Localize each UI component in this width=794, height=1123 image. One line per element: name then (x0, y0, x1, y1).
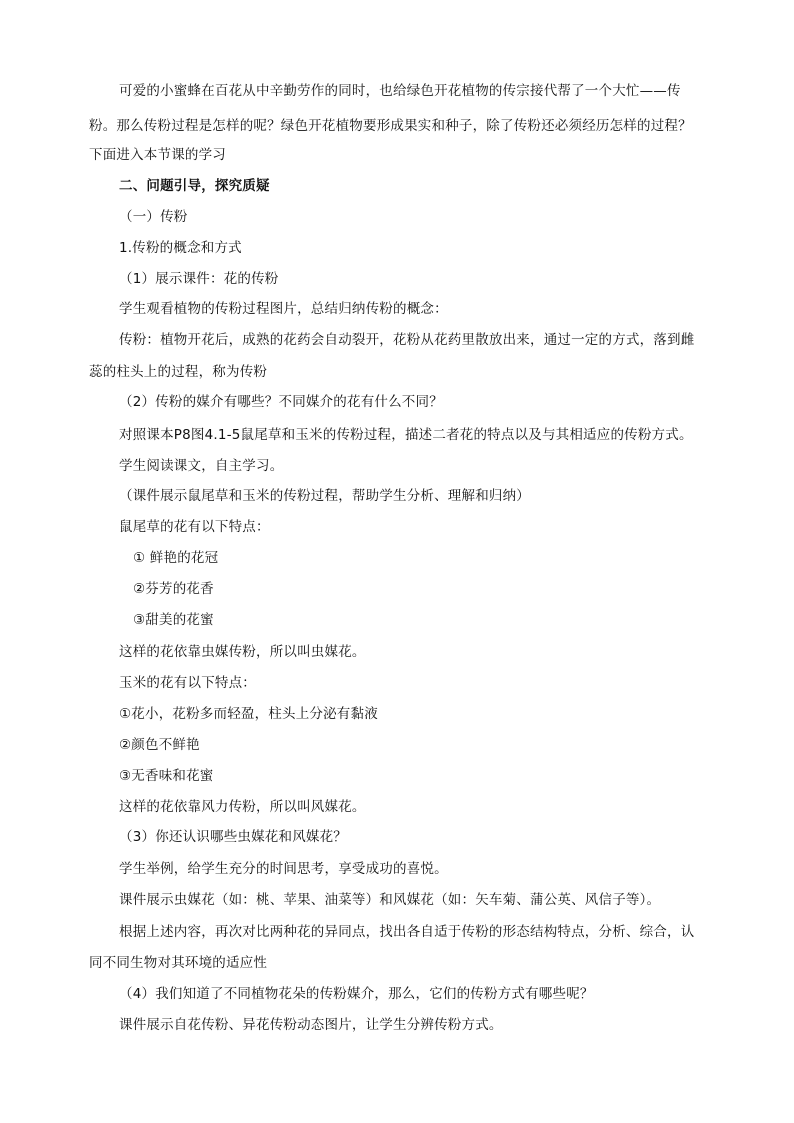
paragraph-line: 鼠尾草的花有以下特点： (119, 519, 270, 535)
definition-line-2: 蕊的柱头上的过程，称为传粉 (89, 364, 268, 380)
paragraph-line: 学生观看植物的传粉过程图片，总结归纳传粉的概念： (119, 301, 448, 317)
step-heading-2: （2）传粉的媒介有哪些？不同媒介的花有什么不同？ (119, 394, 443, 410)
paragraph-line: 课件展示自花传粉、异花传粉动态图片，让学生分辨传粉方式。 (119, 1017, 503, 1033)
definition-line-1: 传粉：植物开花后，成熟的花药会自动裂开，花粉从花药里散放出来，通过一定的方式，落到雌 (119, 332, 695, 348)
paragraph-line: 这样的花依靠风力传粉，所以叫风媒花。 (119, 799, 366, 815)
subsection-heading: （一）传粉 (119, 209, 188, 225)
list-item: ① 鲜艳的花冠 (133, 550, 219, 566)
paragraph-intro-line-1: 可爱的小蜜蜂在百花从中辛勤劳作的同时，也给绿色开花植物的传宗接代帮了一个大忙——传 (119, 83, 681, 99)
paragraph-line: 课件展示虫媒花（如：桃、苹果、油菜等）和风媒花（如：矢车菊、蒲公英、风信子等）。 (119, 892, 661, 908)
list-item: ②颜色不鲜艳 (119, 737, 200, 753)
step-heading-1: （1）展示课件：花的传粉 (119, 271, 279, 287)
list-item: ②芬芳的花香 (133, 581, 214, 597)
paragraph-line: 同不同生物对其环境的适应性 (89, 955, 268, 971)
paragraph-intro-line-3: 下面进入本节课的学习 (89, 147, 226, 163)
paragraph-line: 对照课本P8图4.1-5鼠尾草和玉米的传粉过程，描述二者花的特点以及与其相适应的传粉方式。 (119, 427, 693, 443)
list-item: ①花小，花粉多而轻盈，柱头上分泌有黏液 (119, 706, 378, 722)
step-heading-3: （3）你还认识哪些虫媒花和风媒花？ (119, 829, 347, 845)
paragraph-intro-line-2: 粉。那么传粉过程是怎样的呢？绿色开花植物要形成果实和种子，除了传粉还必须经历怎样的过程？ (89, 118, 692, 134)
paragraph-line: 学生举例，给学生充分的时间思考，享受成功的喜悦。 (119, 861, 448, 877)
list-item: ③无香味和花蜜 (119, 768, 214, 784)
step-heading-4: （4）我们知道了不同植物花朵的传粉媒介，那么，它们的传粉方式有哪些呢？ (119, 986, 594, 1002)
section-heading: 二、问题引导，探究质疑 (119, 178, 270, 194)
paragraph-line: 根据上述内容，再次对比两种花的异同点，找出各自适于传粉的形态结构特点，分析、综合，认 (119, 924, 695, 940)
paragraph-line: 玉米的花有以下特点： (119, 675, 256, 691)
paragraph-line: （课件展示鼠尾草和玉米的传粉过程，帮助学生分析、理解和归纳） (119, 488, 530, 504)
list-item: ③甜美的花蜜 (133, 612, 214, 628)
topic-heading: 1.传粉的概念和方式 (119, 240, 242, 256)
paragraph-line: 学生阅读课文，自主学习。 (119, 458, 284, 474)
paragraph-line: 这样的花依靠虫媒传粉，所以叫虫媒花。 (119, 644, 366, 660)
